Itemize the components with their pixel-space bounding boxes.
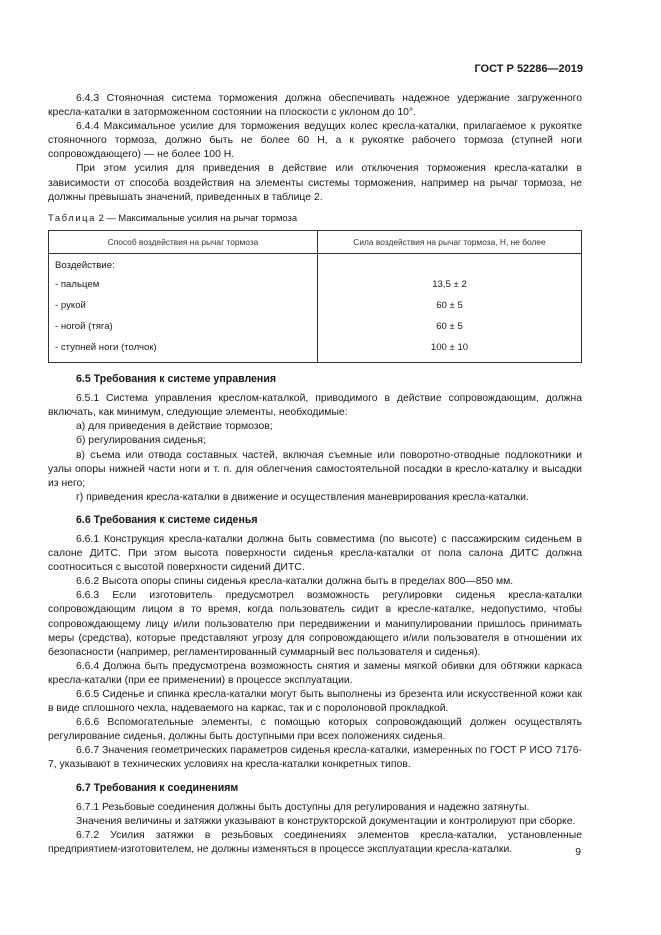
table-row bbox=[49, 296, 582, 317]
table-row bbox=[49, 317, 582, 338]
brake-force-table bbox=[48, 230, 582, 363]
table-row bbox=[49, 275, 582, 296]
paragraph-6-6-4: 6.6.4 Должна быть предусмотрена возможность снятия и замены мягкой обивки для обтяжки каркаса кресла-каталки (при ее применении) в процессе эксплуатации. bbox=[48, 660, 582, 686]
paragraph-6-7-1: 6.7.1 Резьбовые соединения должны быть доступны для регулирования и надежно затянуты. bbox=[76, 801, 530, 813]
list-item-d: г) приведения кресла-каталки в движение и осуществления маневрирования кресла-каталки. bbox=[76, 491, 529, 503]
page-number: 9 bbox=[575, 847, 581, 858]
section-heading-6-6: 6.6 Требования к системе сиденья bbox=[76, 513, 258, 526]
table-cell-method: - ногой (тяга) bbox=[49, 317, 318, 338]
paragraph-6-7-2: 6.7.2 Усилия затяжки в резьбовых соединениях элементов кресла-каталки, установленные предприятием-изготовителем, не должны изменяться в процессе эксплуатации кресла-каталки. bbox=[48, 829, 582, 855]
list-item-c: в) съема или отвода составных частей, включая съемные или поворотно-отводные подлокотники и узлы опоры нижней части ноги и т. п. для облегчения самостоятельной посадки в кресло-каталку и высадки из него; bbox=[48, 449, 582, 489]
document-body bbox=[48, 92, 582, 857]
paragraph-6-6-6: 6.6.6 Вспомогательные элементы, с помощью которых сопровождающий должен осуществлять регулирование сиденья, должны быть доступными при всех положениях сиденья. bbox=[48, 717, 582, 743]
list-item-b: б) регулирования сиденья; bbox=[76, 435, 206, 447]
table-row-group bbox=[49, 253, 582, 275]
table-cell-force: 100 ± 10 bbox=[318, 338, 582, 363]
table-caption-prefix: Таблица bbox=[48, 211, 96, 223]
paragraph-6-4-4: 6.4.4 Максимальное усилие для торможения ведущих колес кресла-каталки, прилагаемое к рукоятке стояночного тормоза, должно быть не более 60 Н, а к рукоятке рабочего тормоза (ступней ноги сопровождающего) — не более 100 Н. bbox=[48, 121, 582, 161]
table-caption-text: 2 — Максимальные усилия на рычаг тормоза bbox=[95, 211, 298, 223]
table-header-row bbox=[49, 230, 582, 253]
table-row bbox=[49, 338, 582, 363]
list-item-a: а) для приведения в действие тормозов; bbox=[76, 421, 273, 433]
paragraph-6-6-1: 6.6.1 Конструкция кресла-каталки должна быть совместима (по высоте) с пассажирским сиденьем в салоне ДИТС. При этом высота поверхности сиденья кресла-каталки от пола салона ДИТС должна соотноситься с высотой поверхности сидений ДИТС. bbox=[48, 533, 582, 574]
paragraph-6-4-3: 6.4.3 Стояночная система торможения должна обеспечивать надежное удержание загруженного кресла-каталки в заторможенном состоянии на плоскости с уклоном до 10°. bbox=[48, 93, 582, 119]
paragraph-6-6-5: 6.6.5 Сиденье и спинка кресла-каталки могут быть выполнены из брезента или искусственной кожи как в виде сплошного чехла, надеваемого на каркас, так и с поролоновой прокладкой. bbox=[48, 689, 582, 715]
table-cell-force: 60 ± 5 bbox=[318, 317, 582, 338]
paragraph-table-reference: При этом усилия для приведения в действие или отключения торможения кресла-каталки в зависимости от способа воздействия на элементы системы торможения, например на рычаг тормоза, не должны превышать значений, приведенных в таблице 2. bbox=[48, 163, 582, 203]
column-header-force: Сила воздействия на рычаг тормоза, Н, не более bbox=[318, 230, 582, 253]
column-header-method: Способ воздействия на рычаг тормоза bbox=[49, 230, 318, 253]
table-cell-force: 13,5 ± 2 bbox=[318, 275, 582, 296]
table-cell-method: - ступней ноги (толчок) bbox=[49, 338, 318, 363]
paragraph-6-6-3: 6.6.3 Если изготовитель предусмотрел возможность регулировки сиденья кресла-каталки сопровождающим лицом в то время, когда пользователь сидит в кресле-каталке, недопустимо, чтобы сопровождающему лицу и/или пользователю при передвижении и манипулировании пришлось принимать меры (средства), которые представляют угрозу для сопровождающего и/или пользователя в отношении их безопасности (например, регламентированный суммарный вес пользователя и сиденья). bbox=[48, 590, 582, 658]
standard-number: ГОСТ Р 52286—2019 bbox=[474, 63, 583, 75]
table-cell-method: - рукой bbox=[49, 296, 318, 317]
section-heading-6-7: 6.7 Требования к соединениям bbox=[76, 781, 239, 794]
table-group-label: Воздействие: bbox=[49, 253, 318, 275]
table-cell-force: 60 ± 5 bbox=[318, 296, 582, 317]
section-heading-6-5: 6.5 Требования к системе управления bbox=[76, 373, 277, 386]
paragraph-6-6-7: 6.6.7 Значения геометрических параметров сиденья кресла-каталки, измеренных по ГОСТ Р ИСО 7176-7, указывают в технических условиях на кресла-каталки конкретных типов. bbox=[48, 745, 582, 771]
paragraph-6-6-2: 6.6.2 Высота опоры спины сиденья кресла-каталки должна быть в пределах 800—850 мм. bbox=[76, 576, 514, 588]
table-cell-method: - пальцем bbox=[49, 275, 318, 296]
paragraph-6-7-1-values: Значения величины и затяжки указывают в конструкторской документации и контролируют при сборке. bbox=[76, 815, 576, 827]
table-caption bbox=[48, 211, 582, 225]
paragraph-6-5-1: 6.5.1 Система управления креслом-каталкой, приводимого в действие сопровождающим, должна включать, как минимум, следующие элементы, необходимые: bbox=[48, 393, 582, 419]
